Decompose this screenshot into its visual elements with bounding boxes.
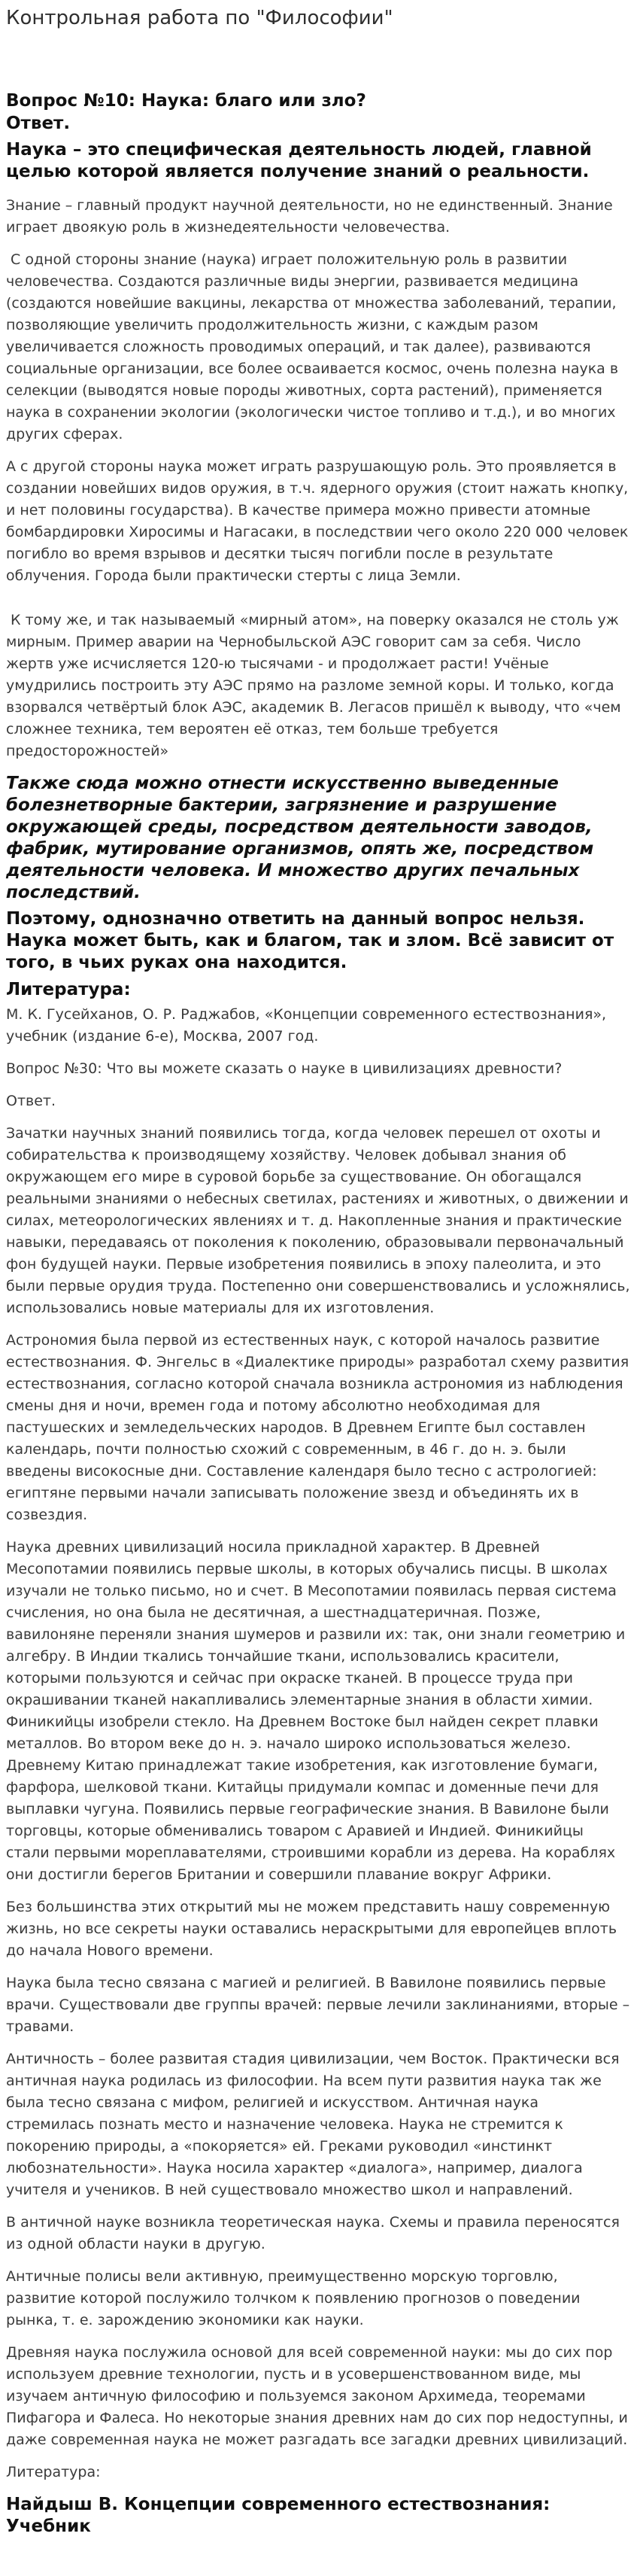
paragraph: Зачатки научных знаний появились тогда, когда человек перешел от охоты и собирательства к производящему хозяйству. Человек добывал знания об окружающем его мире в суровой борьбе за существование. Он обогащался реальными знаниями о небесных светилах, растениях и животных, о движении и силах, метеорологических явлениях и т. д. Накопленные знания и практические навыки, передаваясь от поколения к поколению, образовывали первоначальный фон будущей науки. Первые изобретения появились в эпоху палеолита, и это были первые орудия труда. Постепенно они совершенствовались и усложнялись, использовались новые материалы для их изготовления. [6,1125,630,1316]
question-30-section [6,1058,630,2538]
paragraph: С одной стороны знание (наука) играет положительную роль в развитии человечества. Создаются различные виды энергии, развивается медицина (создаются новейшие вакцины, лекарства от множества заболеваний, терапии, позволяющие увеличить продолжительность жизни, с каждым разом увеличивается сложность проводимых операций, и так далее), развиваются социальные организации, все более осваивается космос, очень полезна наука в селекции (выводятся новые породы животных, сорта растений), применяется наука в сохранении экологии (экологически чистое топливо и т.д.), и во многих других сферах. [6,251,623,443]
answer-label: Ответ. [6,1093,56,1109]
conclusion-paragraph: Поэтому, однозначно ответить на данный вопрос нельзя. Наука может быть, как и благом, так и злом. Всё зависит от того, в чьих руках она находится. [6,909,614,972]
paragraph: Без большинства этих открытий мы не можем представить нашу современную жизнь, но все секреты науки оставались нераскрытыми для европейцев вплоть до начала Нового времени. [6,1899,617,1959]
document-body [6,90,630,2538]
literature-item: Найдыш В. Концепции современного естествознания: Учебник [6,2495,551,2536]
question-10-heading: Вопрос №10: Наука: благо или зло? [6,91,366,111]
paragraph: Древняя наука послужила основой для всей современной науки: мы до сих пор используем древние технологии, пусть и в усовершенствованном виде, мы изучаем античную философию и пользуемся законом Архимеда, теоремами Пифагора и Фалеса. Но некоторые знания древних нам до сих пор недоступны, и даже современная наука не может разгадать все загадки древних цивилизаций. [6,2344,628,2448]
emphasis-paragraph: Также сюда можно отнести искусственно выведенные болезнетворные бактерии, загрязнение и разрушение окружающей среды, посредством деятельности заводов, фабрик, мутирование организмов, опять же, посредством деятельности человека. И множество других печальных последствий. [6,774,594,902]
question-10-section [6,90,630,1048]
paragraph: А с другой стороны наука может играть разрушающую роль. Это проявляется в создании новейших видов оружия, в т.ч. ядерного оружия (стоит нажать кнопку, и нет половины государства). В качестве примера можно привести атомные бомбардировки Хиросимы и Нагасаки, в последствии чего около 220 000 человек погибло во время взрывов и десятки тысяч погибли после в результате облучения. Города были практически стерты с лица Земли. [6,458,629,584]
document-title: Контрольная работа по "Философии" [6,7,393,29]
paragraph: Античные полисы вели активную, преимущественно морскую торговлю, развитие которой послужило толчком к появлению прогнозов о поведении рынка, т. е. зарождению экономики как науки. [6,2268,581,2328]
literature-heading: Литература: [6,2464,101,2480]
answer-label: Ответ. [6,114,71,133]
paragraph: Наука древних цивилизаций носила прикладной характер. В Древней Месопотамии появились первые школы, в которых обучались писцы. В школах изучали не только письмо, но и счет. В Месопотамии появилась первая система счисления, но она была не десятичная, а шестнадцатеричная. Позже, вавилоняне переняли знания шумеров и развили их: так, они знали геометрию и алгебру. В Индии ткались тончайшие ткани, использовались красители, которыми пользуются и сейчас при окраске тканей. В процессе труда при окрашивании тканей накапливались элементарные знания в области химии. Финикийцы изобрели стекло. На Древнем Востоке был найден секрет плавки металлов. Во втором веке до н. э. начало широко использоваться железо. Древнему Китаю принадлежат такие изобретения, как изготовление бумаги, фарфора, шелковой ткани. Китайцы придумали компас и доменные печи для выплавки чугуна. Появились первые географические знания. В Вавилоне были торговцы, которые обменивались товаром с Аравией и Индией. Финикийцы стали первыми мореплавателями, строившими корабли из дерева. На кораблях они достигли берегов Британии и совершили плавание вокруг Африки. [6,1539,626,1883]
paragraph: К тому же, и так называемый «мирный атом», на поверку оказался не столь уж мирным. Пример аварии на Чернобыльской АЭС говорит сам за себя. Число жертв уже исчисляется 120-ю тысячами - и продолжает расти! Учёные умудрились построить эту АЭС прямо на разломе земной коры. И только, когда взорвался четвёртый блок АЭС, академик В. Легасов пришёл к выводу, что «чем сложнее техника, тем вероятен её отказ, тем больше требуется предосторожностей» [6,612,626,759]
paragraph: Античность – более развитая стадия цивилизации, чем Восток. Практически вся античная наука родилась из философии. На всем пути развития наука так же была тесно связана с мифом, религией и искусством. Античная наука стремилась познать место и назначение человека. Наука не стремится к покорению природы, а «покоряется» ей. Греками руководил «инстинкт любознательности». Наука носила характер «диалога», например, диалога учителя и учеников. В ней существовало множество школ и направлений. [6,2051,620,2198]
question-30-heading: Вопрос №30: Что вы можете сказать о науке в цивилизациях древности? [6,1060,563,1077]
paragraph: В античной науке возникла теоретическая наука. Схемы и правила переносятся из одной области науки в другую. [6,2214,620,2252]
literature-heading: Литература: [6,980,131,999]
paragraph: Наука была тесно связана с магией и религией. В Вавилоне появились первые врачи. Существовали две группы врачей: первые лечили заклинаниями, вторые – травами. [6,1975,630,2035]
paragraph: Астрономия была первой из естественных наук, с которой началось развитие естествознания. Ф. Энгельс в «Диалектике природы» разработал схему развития естествознания, согласно которой сначала возникла астрономия из наблюдения смены дня и ночи, времен года и потому абсолютно необходимая для пастушеских и земледельческих народов. В Древнем Египте был составлен календарь, почти полностью схожий с современным, в 46 г. до н. э. были введены високосные дни. Составление календаря было тесно с астрологией: египтяне первыми начали записывать положение звезд и объединять их в созвездия. [6,1332,629,1523]
definition-thesis: Наука – это специфическая деятельность людей, главной целью которой является получение знаний о реальности. [6,140,592,181]
literature-item: М. К. Гусейханов, О. Р. Раджабов, «Концепции современного естествознания», учебник (издание 6-е), Москва, 2007 год. [6,1006,607,1045]
paragraph: Знание – главный продукт научной деятельности, но не единственный. Знание играет двоякую роль в жизнедеятельности человечества. [6,197,613,236]
